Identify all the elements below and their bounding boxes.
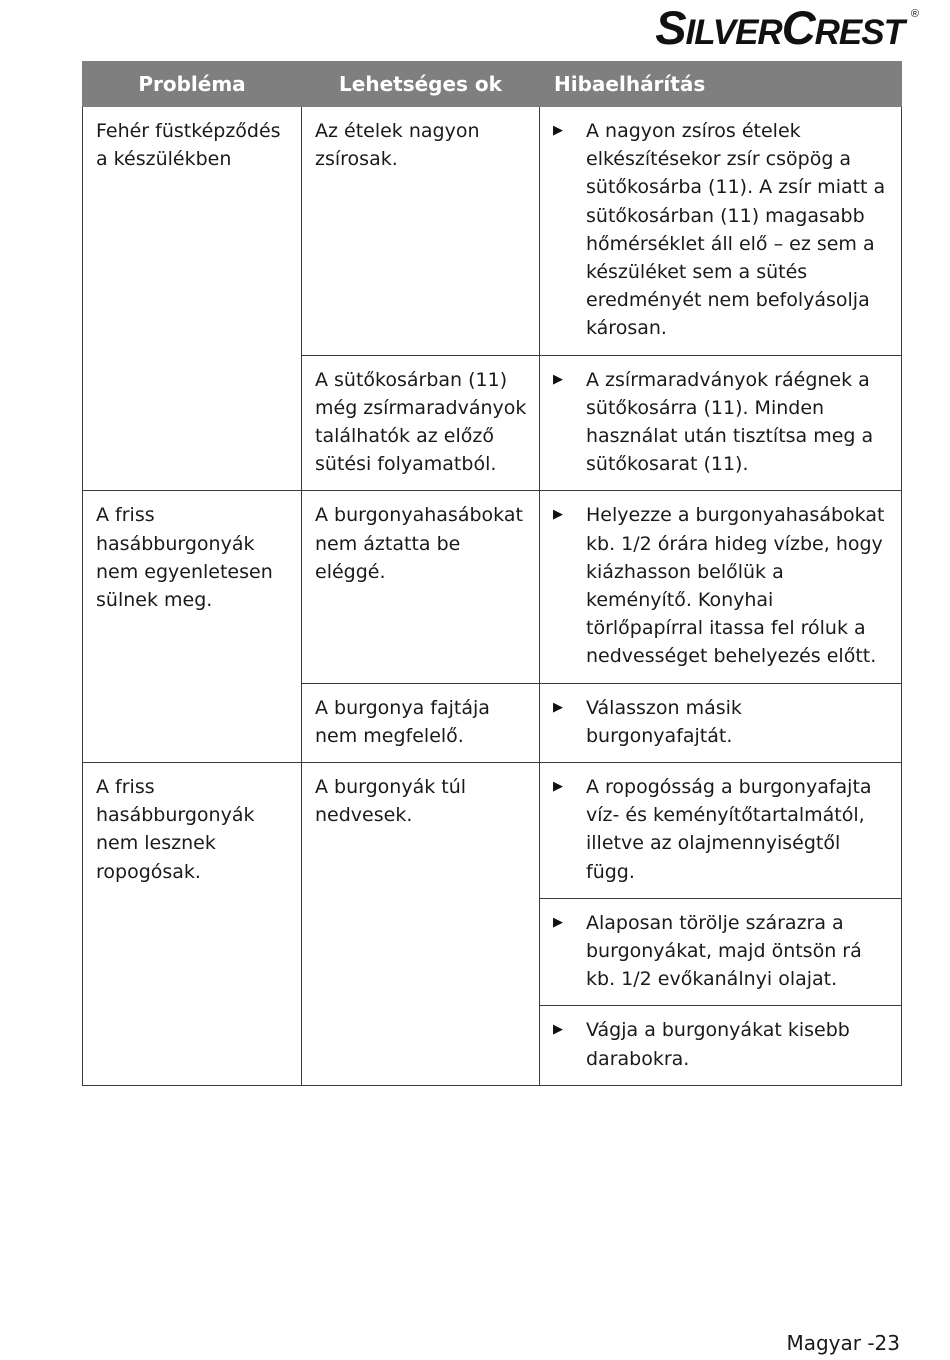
page-number: Magyar -23 bbox=[786, 1331, 900, 1355]
solution-cell: ▶ Alaposan törölje szárazra a burgonyákat, majd öntsön rá kb. 1/2 evőkanálnyi olajat. bbox=[540, 898, 902, 1006]
cause-cell: A sütőkosárban (11) még zsírmaradványok találhatók az előző sütési folyamatból. bbox=[302, 355, 540, 491]
bullet-arrow-icon: ▶ bbox=[553, 507, 563, 523]
table-header-row bbox=[83, 62, 902, 107]
brand-logo: SILVERCREST ® bbox=[655, 1, 918, 54]
solution-cell: ▶ Válasszon másik burgonyafajtát. bbox=[540, 683, 902, 762]
bullet-arrow-icon: ▶ bbox=[553, 1022, 563, 1038]
problem-cell: Fehér füstképződés a készülékben bbox=[83, 107, 302, 491]
bullet-arrow-icon: ▶ bbox=[553, 699, 563, 715]
cause-cell: A burgonyák túl nedvesek. bbox=[302, 763, 540, 1086]
cause-cell: A burgonya fajtája nem megfelelő. bbox=[302, 683, 540, 762]
header-solution: Hibaelhárítás bbox=[540, 62, 902, 107]
solution-cell: ▶ Helyezze a burgonyahasábokat kb. 1/2 órára hideg vízbe, hogy kiázhasson belőlük a keményítő. Konyhai törlőpapírral itassa fel róluk a nedvességet behelyezés előtt. bbox=[540, 491, 902, 683]
table-row bbox=[83, 107, 902, 356]
problem-cell: A friss hasábburgonyák nem lesznek ropogósak. bbox=[83, 763, 302, 1086]
solution-cell: ▶ Vágja a burgonyákat kisebb darabokra. bbox=[540, 1006, 902, 1085]
header-cause: Lehetséges ok bbox=[302, 62, 540, 107]
bullet-arrow-icon: ▶ bbox=[553, 779, 563, 795]
bullet-arrow-icon: ▶ bbox=[553, 914, 563, 930]
bullet-arrow-icon: ▶ bbox=[553, 371, 563, 387]
solution-cell: ▶ A ropogósság a burgonyafajta víz- és keményítőtartalmától, illetve az olajmennyiségtől függ. bbox=[540, 763, 902, 899]
table-row bbox=[83, 763, 902, 899]
solution-cell: ▶ A nagyon zsíros ételek elkészítésekor zsír csöpög a sütőkosárba (11). A zsír miatt a sütőkosárban (11) magasabb hőmérséklet áll elő – ez sem a készüléket sem a sütés eredményét nem befolyásolja károsan. bbox=[540, 107, 902, 356]
problem-cell: A friss hasábburgonyák nem egyenletesen sülnek meg. bbox=[83, 491, 302, 763]
cause-cell: A burgonyahasábokat nem áztatta be eléggé. bbox=[302, 491, 540, 683]
cause-cell: Az ételek nagyon zsírosak. bbox=[302, 107, 540, 356]
table-row bbox=[83, 491, 902, 683]
troubleshooting-table bbox=[82, 61, 902, 1086]
solution-cell: ▶ A zsírmaradványok ráégnek a sütőkosárra (11). Minden használat után tisztítsa meg a sütőkosarat (11). bbox=[540, 355, 902, 491]
bullet-arrow-icon: ▶ bbox=[553, 123, 563, 138]
header-problem: Probléma bbox=[83, 62, 302, 107]
